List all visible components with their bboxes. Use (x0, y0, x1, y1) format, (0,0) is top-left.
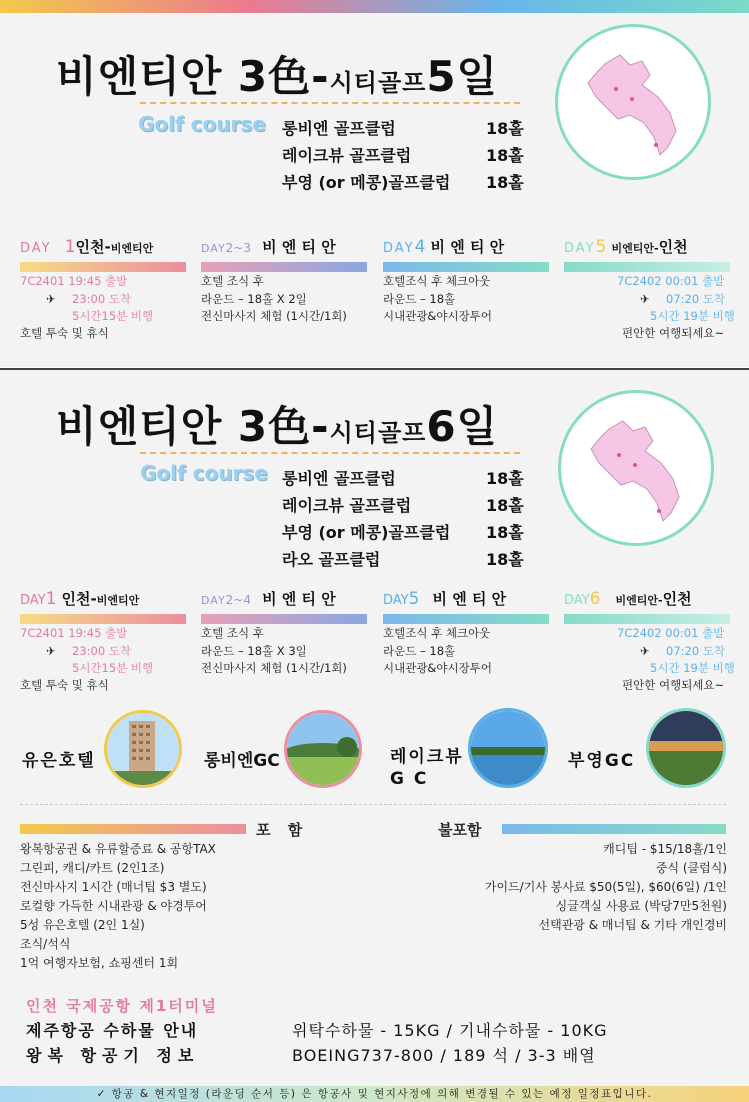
day-6-bar (564, 614, 730, 624)
title-days: 6일 (426, 402, 499, 451)
golf-club-name: 부영GC (568, 751, 636, 771)
day-line: 07:20 도착 (666, 644, 726, 658)
aircraft-label: 왕복 항공기 정보 (26, 1046, 200, 1065)
excluded-item: 캐디팁 - $15/18홀/1인 (603, 842, 727, 856)
day-5-header: DAY5 비엔티안-인천 (564, 237, 688, 257)
day-line: 전신마사지 체험 (1시간/1회) (201, 309, 347, 323)
included-item: 조식/석식 (20, 937, 71, 951)
day-1-bar (20, 262, 186, 272)
excluded-item: 선택관광 & 매너팁 & 기타 개인경비 (538, 918, 727, 932)
day-line: 5시간 19분 비행 (650, 309, 735, 323)
golf-club-photo (646, 708, 726, 788)
day-line: 전신마사지 체험 (1시간/1회) (201, 661, 347, 675)
day-line: 편안한 여행되세요~ (622, 326, 725, 340)
day-6-header: DAY6 비엔티안-인천 (564, 589, 692, 609)
plan-6day-title (56, 394, 498, 454)
course-name: 부영 (or 메콩)골프클럽 (282, 173, 451, 192)
golf-club-photo (284, 710, 362, 788)
day-5-header: DAY5 비 엔 티 안 (383, 589, 507, 609)
course-holes: 18홀 (486, 146, 524, 165)
course-name: 롱비엔 골프클럽 (282, 119, 396, 138)
day-5-bar (383, 614, 549, 624)
plane-icon: ✈ (46, 292, 56, 306)
included-title: 포 함 (256, 821, 309, 839)
day-line: 5시간15분 비행 (72, 661, 154, 675)
day-line: 호텔 투숙 및 휴식 (20, 678, 109, 692)
included-bar (20, 824, 246, 834)
day-line: 라운드 – 18홀 X 2일 (201, 292, 307, 306)
plane-icon: ✈ (46, 644, 56, 658)
day-2-header: DAY2~3 비 엔 티 안 (201, 238, 336, 256)
included-list (20, 840, 216, 973)
course-name: 레이크뷰 골프클럽 (282, 146, 412, 165)
plan-5day-title (56, 44, 498, 104)
day-4-bar (383, 262, 549, 272)
course-holes: 18홀 (486, 173, 524, 192)
course-holes: 18홀 (486, 523, 524, 542)
day-1-header: DAY 1인천-비엔티안 (20, 237, 154, 257)
top-gradient-bar (0, 0, 749, 13)
day-line: 5시간 19분 비행 (650, 661, 735, 675)
day-line: 7C2402 00:01 출발 (617, 626, 725, 640)
included-item: 그린피, 캐디/카트 (2인1조) (20, 861, 165, 875)
excluded-bar (502, 824, 726, 834)
day-line: 5시간15분 비행 (72, 309, 154, 323)
day-line: 편안한 여행되세요~ (622, 678, 725, 692)
day-line: 라운드 – 18홀 (383, 292, 456, 306)
excluded-item: 가이드/기사 봉사료 $50(5일), $60(6일) /1인 (484, 880, 727, 894)
title-main: 비엔티안 3色- (56, 402, 330, 451)
title-underline (140, 452, 520, 454)
included-item: 전신마사지 1시간 (매너팁 $3 별도) (20, 880, 207, 894)
day-2-bar (201, 614, 367, 624)
day-line: 23:00 도착 (72, 292, 132, 306)
dashed-divider (20, 804, 726, 805)
aircraft-value: BOEING737-800 / 189 석 / 3-3 배열 (292, 1046, 596, 1065)
check-icon: ✓ (96, 1088, 107, 1100)
footer-text: 항공 & 현지일정 (라운딩 순서 등) 은 항공사 및 현지사정에 의해 변경될 수 있는 예정 일정표입니다. (111, 1088, 653, 1100)
included-item: 5성 유은호텔 (2인 1실) (20, 918, 145, 932)
excluded-item: 중식 (클럽식) (655, 861, 727, 875)
airport-terminal-label: 인천 국제공항 제1터미널 (26, 997, 218, 1015)
golf-course-label: Golf course (140, 461, 268, 485)
course-name: 라오 골프클럽 (282, 550, 381, 569)
day-line: 호텔조식 후 체크아웃 (383, 274, 491, 288)
day-1-bar (20, 614, 186, 624)
day-2-header: DAY2~4 비 엔 티 안 (201, 590, 336, 608)
hotel-name: 유은호텔 (22, 751, 96, 771)
included-item: 왕복항공권 & 유류할증료 & 공항TAX (20, 842, 216, 856)
day-5-bar (564, 262, 730, 272)
plane-icon: ✈ (640, 292, 650, 306)
course-holes: 18홀 (486, 496, 524, 515)
day-line: 시내관광&야시장투어 (383, 309, 492, 323)
footer-notice (0, 1086, 749, 1102)
included-item: 1억 여행자보험, 쇼핑센터 1회 (20, 956, 179, 970)
laos-map-image (555, 24, 711, 180)
excluded-list (485, 840, 727, 935)
title-days: 5일 (426, 52, 499, 101)
day-line: 7C2401 19:45 출발 (20, 626, 128, 640)
laos-map-image (558, 390, 714, 546)
hotel-photo (104, 710, 182, 788)
course-name: 부영 (or 메콩)골프클럽 (282, 523, 451, 542)
included-item: 로컬향 가득한 시내관광 & 야경투어 (20, 899, 207, 913)
day-line: 라운드 – 18홀 (383, 644, 456, 658)
day-line: 호텔 투숙 및 휴식 (20, 326, 109, 340)
day-line: 호텔 조식 후 (201, 274, 264, 288)
golf-course-label: Golf course (138, 112, 266, 136)
day-line: 7C2401 19:45 출발 (20, 274, 128, 288)
day-line: 시내관광&야시장투어 (383, 661, 492, 675)
day-line: 7C2402 00:01 출발 (617, 274, 725, 288)
day-1-header: DAY1 인천-비엔티안 (20, 589, 140, 609)
baggage-label: 제주항공 수하물 안내 (26, 1021, 199, 1040)
title-main: 비엔티안 3色- (56, 52, 330, 101)
excluded-item: 싱글객실 사용료 (박당7만5천원) (555, 899, 727, 913)
golf-club-photo (468, 708, 548, 788)
day-line: 호텔 조식 후 (201, 626, 264, 640)
title-underline (140, 102, 520, 104)
course-name: 레이크뷰 골프클럽 (282, 496, 412, 515)
day-4-header: DAY4 비 엔 티 안 (383, 237, 505, 257)
course-holes: 18홀 (486, 469, 524, 488)
plane-icon: ✈ (640, 644, 650, 658)
golf-club-name: 롱비엔GC (204, 751, 280, 771)
title-small: 시티골프 (329, 69, 427, 97)
day-line: 라운드 – 18홀 X 3일 (201, 644, 307, 658)
day-line: 23:00 도착 (72, 644, 132, 658)
course-name: 롱비엔 골프클럽 (282, 469, 396, 488)
course-holes: 18홀 (486, 550, 524, 569)
golf-club-name: 레이크뷰 G C (390, 747, 464, 789)
day-line: 07:20 도착 (666, 292, 726, 306)
course-holes: 18홀 (486, 119, 524, 138)
day-line: 호텔조식 후 체크아웃 (383, 626, 491, 640)
title-small: 시티골프 (329, 419, 427, 447)
day-2-bar (201, 262, 367, 272)
excluded-title: 불포함 (438, 821, 482, 839)
baggage-value: 위탁수하물 - 15KG / 기내수하물 - 10KG (292, 1021, 608, 1040)
